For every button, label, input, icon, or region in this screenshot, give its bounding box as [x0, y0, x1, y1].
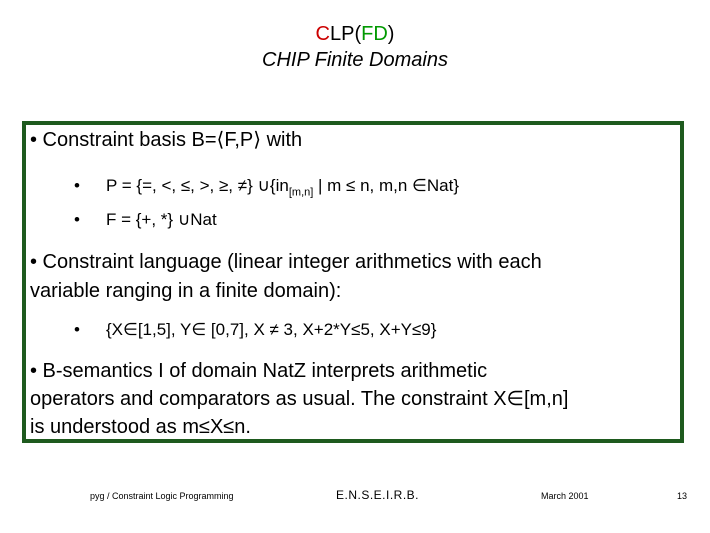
- bullet-constraint-basis: • Constraint basis B=⟨F,P⟩ with: [30, 129, 303, 151]
- sub-bullet-functions: F = {+, *} ∪Nat: [106, 210, 217, 229]
- sub-bullet-predicates: [106, 175, 459, 203]
- slide-title: [0, 22, 710, 46]
- sub-bullet-marker: •: [74, 320, 80, 339]
- title-fd: FD: [361, 23, 388, 45]
- bullet-constraint-language: • Constraint language (linear integer arithmetics with each: [30, 251, 542, 273]
- bullet-b-semantics-cont2: is understood as m≤X≤n.: [30, 416, 251, 438]
- sub-bullet-marker: •: [74, 210, 80, 229]
- title-lp: LP(: [329, 23, 362, 45]
- predicates-subscript: [m,n]: [288, 186, 314, 199]
- predicates-text: P = {=, <, ≤, >, ≥, ≠} ∪{in: [106, 176, 289, 195]
- bullet-b-semantics-cont1: operators and comparators as usual. The constraint X∈[m,n]: [30, 388, 569, 410]
- predicates-rest: | m ≤ n, m,n ∈Nat}: [313, 176, 460, 195]
- sub-bullet-marker: •: [74, 176, 80, 195]
- title-close: ): [387, 23, 395, 45]
- footer-author: pyg / Constraint Logic Programming: [90, 491, 234, 501]
- bullet-constraint-language-cont: variable ranging in a finite domain):: [30, 280, 342, 302]
- footer-date: March 2001: [541, 491, 589, 501]
- footer-page-number: 13: [677, 491, 688, 501]
- slide-subtitle: CHIP Finite Domains: [262, 49, 448, 71]
- title-c: C: [315, 23, 330, 45]
- bullet-b-semantics: • B-semantics I of domain NatZ interprets arithmetic: [30, 360, 488, 382]
- sub-bullet-example-constraint: {X∈[1,5], Y∈ [0,7], X ≠ 3, X+2*Y≤5, X+Y≤9}: [106, 320, 437, 339]
- footer-institution: E.N.S.E.I.R.B.: [336, 488, 420, 502]
